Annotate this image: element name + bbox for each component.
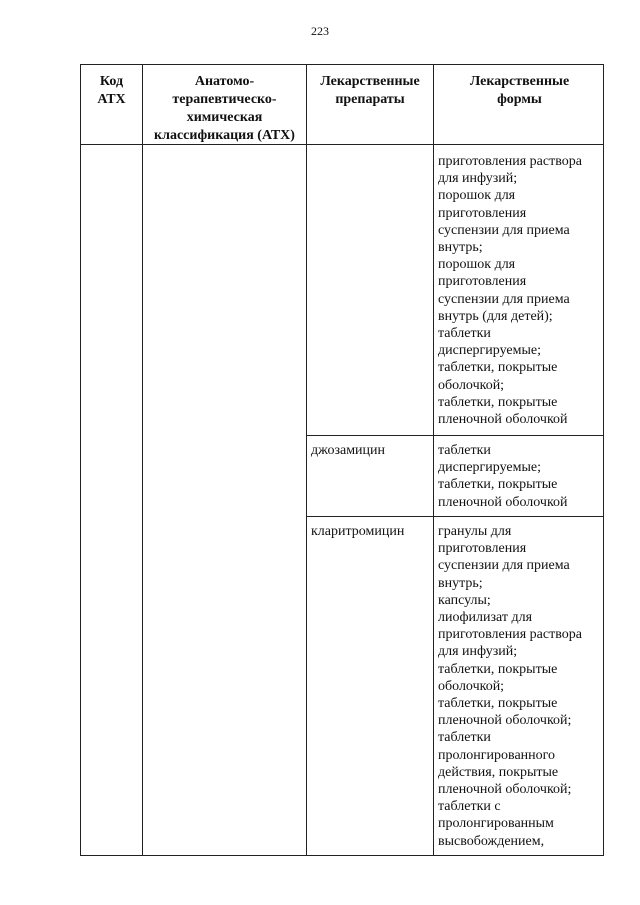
header-drugs: Лекарственные препараты <box>320 74 420 107</box>
forms-cell: приготовления раствора для инфузий; порошок для приготовления суспензии для приема внутрь; порошок для приготовления суспензии для приема внутрь (для детей); таблетки диспергируемые; таблетки, покрытые оболочкой; таблетки, покрытые пленочной оболочкой <box>438 154 582 428</box>
column-divider <box>306 65 307 855</box>
drug-table <box>80 64 604 856</box>
row-divider <box>306 516 603 517</box>
header-forms: Лекарственные формы <box>469 74 570 107</box>
header-classification: Анатомо- терапевтическо- химическая классификация (АТХ) <box>154 74 295 143</box>
forms-cell: гранулы для приготовления суспензии для приема внутрь; капсулы; лиофилизат для приготовления раствора для инфузий; таблетки, покрытые оболочкой; таблетки, покрытые пленочной оболочкой; таблетки пролонгированного действия, покрытые пленочной оболочкой; таблетки с пролонгированным высвобождением, <box>438 524 582 849</box>
column-divider <box>433 65 434 855</box>
header-code: Код АТХ <box>97 74 126 107</box>
drug-cell: джозамицин <box>311 443 386 458</box>
drug-cell: кларитромицин <box>311 524 405 539</box>
forms-cell: таблетки диспергируемые; таблетки, покрытые пленочной оболочкой <box>438 443 568 510</box>
row-divider <box>306 435 603 436</box>
column-divider <box>142 65 143 855</box>
page-number: 223 <box>311 24 329 38</box>
